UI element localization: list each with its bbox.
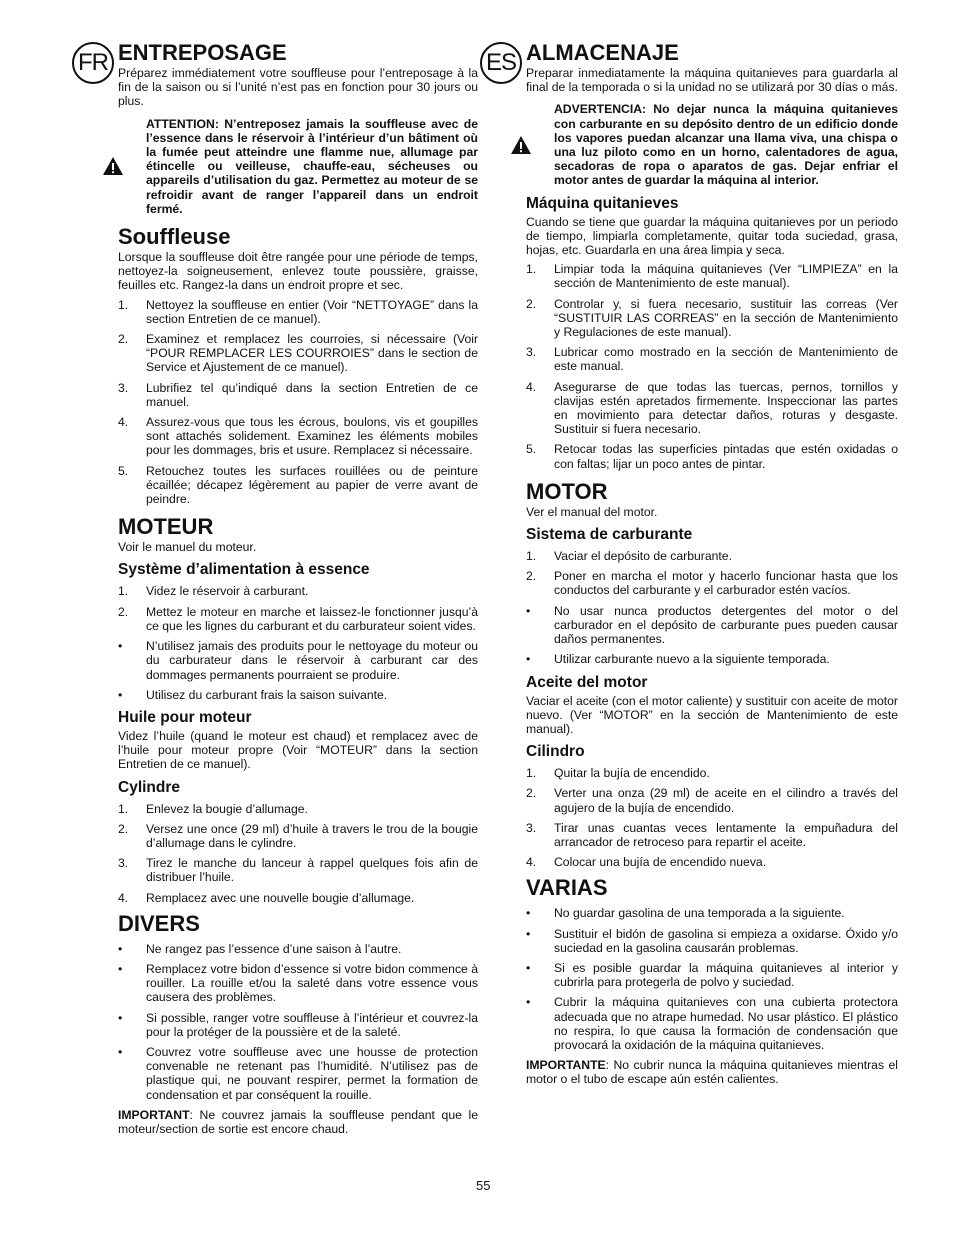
maquina-intro: Cuando se tiene que guardar la máquina quitanieves por un periodo de tiempo, limpiarla completamente, quitar toda suciedad, grasa, hojas, etc. Guardarla en una área limpia y seca. <box>526 214 898 258</box>
heading-alimentation: Système d’alimentation à essence <box>118 561 370 579</box>
heading-carburante: Sistema de carburante <box>526 526 693 544</box>
heading-varias: VARIAS <box>526 875 608 901</box>
entreposage-intro: Préparez immédiatement votre souffleuse pour l’entreposage à la fin de la saison ou si l’unité n’est pas en fonction pour 30 jours ou plus. <box>118 66 478 109</box>
list-item: 4. Colocar una bujía de encendido nueva. <box>526 855 767 870</box>
list-item: • N’utilisez jamais des produits pour le nettoyage du moteur ou du carburateur dans le réservoir à carburant car des dommages permanents pourraient se produire. <box>118 639 478 682</box>
list-item: • Utilisez du carburant frais la saison suivante. <box>118 687 388 702</box>
warning-icon <box>510 135 532 155</box>
heading-maquina: Máquina quitanieves <box>526 194 679 212</box>
list-item: 4. Remplacez avec une nouvelle bougie d’allumage. <box>118 890 415 905</box>
moteur-intro: Voir le manuel du moteur. <box>118 540 257 555</box>
list-item: • Utilizar carburante nuevo a la siguiente temporada. <box>526 652 830 667</box>
carburante-bullets <box>526 604 898 667</box>
divers-bullets <box>118 942 478 1102</box>
alimentation-steps <box>118 584 478 633</box>
list-item: 2. Versez une once (29 ml) d’huile à travers le trou de la bougie d’allumage dans le cylindre. <box>118 821 478 850</box>
list-item: • No guardar gasolina de una temporada a la siguiente. <box>526 906 845 921</box>
aceite-text: Vaciar el aceite (con el motor caliente) y sustituir con aceite de motor nuevo. (Ver “MOTOR” en la sección de Mantenimiento de este manual). <box>526 693 898 736</box>
huile-text: Videz l’huile (quand le moteur est chaud) et remplacez avec de l’huile pour moteur propre (Voir “MOTEUR” dans la section Entretien de ce manuel). <box>118 728 478 772</box>
souffleuse-intro: Lorsque la souffleuse doit être rangée pour une période de temps, nettoyez-la soigneusement, enlevez toute poussière, graisse, feuilles etc. Rangez-la dans un endroit propre et sec. <box>118 250 478 293</box>
list-item: 2. Controlar y, si fuera necesario, sustituir las correas (Ver “SUSTITUIR LAS CORREAS” en la sección de Mantenimiento y Regulaciones de este manual). <box>526 296 898 340</box>
alimentation-bullets <box>118 639 478 702</box>
list-item: 2. Examinez et remplacez les courroies, si nécessaire (Voir “POUR REMPLACER LES COURROIES” dans le section de Service et Ajustement de ce manuel). <box>118 332 478 375</box>
heading-entreposage: ENTREPOSAGE <box>118 40 287 65</box>
list-item: 3. Lubricar como mostrado en la sección de Mantenimiento de este manual. <box>526 345 898 374</box>
important-note-fr: IMPORTANT: Ne couvrez jamais la souffleuse pendant que le moteur/section de sortie est encore chaud. <box>118 1107 478 1136</box>
page-number: 55 <box>476 1178 491 1193</box>
heading-souffleuse: Souffleuse <box>118 224 231 250</box>
list-item: 1. Limpiar toda la máquina quitanieves (Ver “LIMPIEZA” en la sección de Mantenimiento de este manual). <box>526 262 898 291</box>
list-item: 2. Verter una onza (29 ml) de aceite en el cilindro a través del agujero de la bujía de encendido. <box>526 786 898 815</box>
list-item: 1. Vaciar el depósito de carburante. <box>526 549 732 564</box>
heading-huile: Huile pour moteur <box>118 708 252 726</box>
list-item: 5. Retouchez toutes les surfaces rouillées ou de peinture écaillée; décapez légèrement au papier de verre avant de peindre. <box>118 463 478 507</box>
list-item: 5. Retocar todas las superficies pintadas que estén oxidadas o con faltas; lijar un poco antes de pintar. <box>526 442 898 471</box>
list-item: • Remplacez votre bidon d’essence si votre bidon commence à rouiller. La rouille et/ou la saleté dans votre essence vous causera des problèmes. <box>118 961 478 1005</box>
varias-bullets <box>526 906 898 1052</box>
list-item: 1. Nettoyez la souffleuse en entier (Voir “NETTOYAGE” dans la section Entretien de ce manuel). <box>118 297 478 326</box>
list-item: 4. Assurez-vous que tous les écrous, boulons, vis et goupilles sont attachés solidement. Examinez les éléments mobiles pour les dommages, bris et usure. Remplacez si nécessaire. <box>118 415 478 458</box>
carburante-steps <box>526 549 898 598</box>
list-item: 3. Tirez le manche du lanceur à rappel quelques fois afin de distribuer l’huile. <box>118 856 478 885</box>
list-item: 3. Tirar unas cuantas veces lentamente la empuñadura del arrancador de retroceso para repartir el aceite. <box>526 820 898 849</box>
list-item: • Couvrez votre souffleuse avec une housse de protection convenable ne retenant pas l’humidité. N’utilisez pas de plastique qui, ne pouvant respirer, permet la formation de condensation et par conséquent la rouille. <box>118 1044 478 1102</box>
heading-cilindro: Cilindro <box>526 743 585 761</box>
heading-motor: MOTOR <box>526 478 608 504</box>
list-item: • Si possible, ranger votre souffleuse à l’intérieur et couvrez-la pour la protéger de la poussière et de la saleté. <box>118 1010 478 1039</box>
heading-moteur: MOTEUR <box>118 514 214 540</box>
cilindro-steps <box>526 766 898 869</box>
list-item: 2. Poner en marcha el motor y hacerlo funcionar hasta que los conductos del carburante y el carburador estén vacíos. <box>526 569 898 598</box>
list-item: 4. Asegurarse de que todas las tuercas, pernos, tornillos y clavijas estén apretados firmemente. Inspeccionar las partes en movimiento para detectar daños, roturas y desgaste. Sustituir si fuera necesario. <box>526 379 898 437</box>
motor-intro: Ver el manual del motor. <box>526 504 658 519</box>
list-item: 3. Lubrifiez tel qu’indiqué dans la section Entretien de ce manuel. <box>118 380 478 409</box>
language-badge-es: ES <box>480 42 522 84</box>
cylindre-steps <box>118 802 478 905</box>
warning-text-es: ADVERTENCIA: No dejar nunca la máquina quitanieves con carburante en su depósito dentro de un edificio donde los vapores puedan alcanzar una llama viva, una chispa o una luz piloto como en un horno, calentadores de agua, secadoras de ropa o aparatos de gas. Dejar enfriar el motor antes de guardar la máquina al interior. <box>554 102 898 188</box>
list-item: • Ne rangez pas l’essence d’une saison à l’autre. <box>118 941 402 956</box>
souffleuse-steps <box>118 298 478 507</box>
language-badge-fr: FR <box>72 42 114 84</box>
column-spanish <box>526 40 898 1087</box>
maquina-steps <box>526 262 898 471</box>
warning-block-es <box>526 102 898 187</box>
list-item: 1. Videz le réservoir à carburant. <box>118 584 309 599</box>
heading-divers: DIVERS <box>118 910 200 936</box>
list-item: 1. Quitar la bujía de encendido. <box>526 766 710 781</box>
warning-block-fr <box>118 117 478 216</box>
list-item: • Sustituir el bidón de gasolina si empieza a oxidarse. Óxido y/o suciedad en la gasolina causarán problemas. <box>526 926 898 955</box>
list-item: 2. Mettez le moteur en marche et laissez-le fonctionner jusqu’à ce que les lignes du carburant et du carburateur soient vides. <box>118 604 478 633</box>
column-french <box>118 40 478 1136</box>
heading-cylindre: Cylindre <box>118 778 181 796</box>
warning-icon <box>102 156 124 176</box>
heading-almacenaje: ALMACENAJE <box>526 40 679 65</box>
list-item: • Si es posible guardar la máquina quitanieves al interior y cubrirla para protegerla de polvo y suciedad. <box>526 960 898 990</box>
warning-text-fr: ATTENTION: N’entreposez jamais la souffleuse avec de l’essence dans le réservoir à l’intérieur d’un bâtiment où la fumée peut atteindre une flamme nue, allumage par étincelle ou veilleuse, chauffe-eau, sécheuses ou appareils d’utilisation du gaz. Permettez au moteur de se refroidir avant de ranger l’appareil dans un endroit fermé. <box>146 116 478 216</box>
almacenaje-intro: Preparar inmediatamente la máquina quitanieves para guardarla al final de la temporada o si la unidad no se utilizará por 30 días o más. <box>526 66 898 95</box>
important-note-es: IMPORTANTE: No cubrir nunca la máquina quitanieves mientras el motor o el tubo de escape aún estén calientes. <box>526 1058 898 1087</box>
heading-aceite: Aceite del motor <box>526 673 648 691</box>
list-item: • Cubrir la máquina quitanieves con una cubierta protectora adecuada que no atrape humedad. No usar plástico. El plástico no respira, lo que causa la formación de condensación que provocará la oxidación de la máquina quitanieves. <box>526 995 898 1052</box>
list-item: • No usar nunca productos detergentes del motor o del carburador en el depósito de carburante pues pueden causar daños permanentes. <box>526 603 898 647</box>
list-item: 1. Enlevez la bougie d’allumage. <box>118 801 308 816</box>
